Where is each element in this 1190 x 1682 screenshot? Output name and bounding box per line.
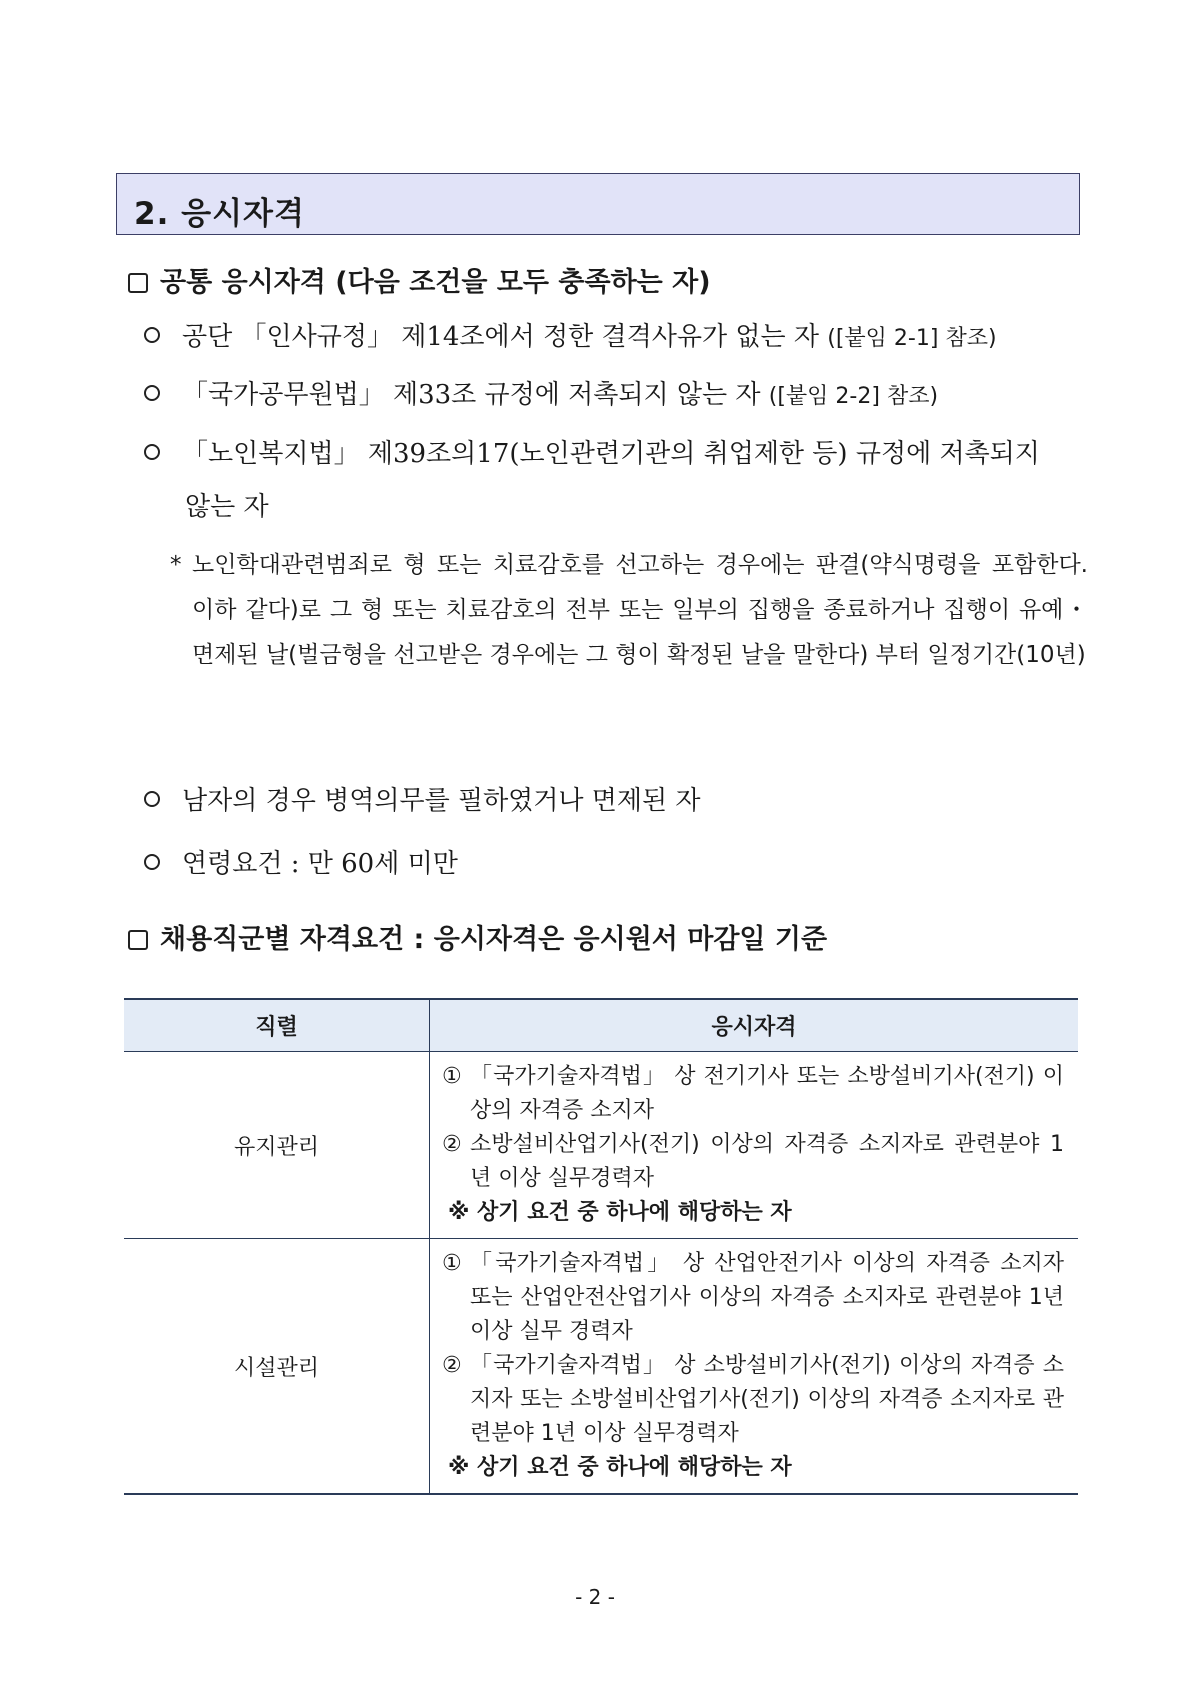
job-cell: 시설관리 <box>124 1239 430 1495</box>
footnote <box>170 543 1088 678</box>
column-header-qualification: 응시자격 <box>430 999 1079 1052</box>
list-item <box>144 374 1084 411</box>
job-cell: 유지관리 <box>124 1052 430 1239</box>
item-number: ① <box>442 1064 462 1089</box>
list-item-text: 「노인복지법」 제39조의17(노인관련기관의 취업제한 등) 규정에 저촉되지 <box>182 439 1040 469</box>
column-header-job: 직렬 <box>124 999 430 1052</box>
list-item-continuation: 않는 자 <box>185 492 269 522</box>
qualification-note: ※ 상기 요건 중 하나에 해당하는 자 <box>448 1200 792 1225</box>
table-header-row <box>124 999 1078 1052</box>
list-item-text: 「국가공무원법」 제33조 규정에 저촉되지 않는 자 <box>182 380 761 410</box>
list-item <box>144 843 1084 880</box>
qualification-note: ※ 상기 요건 중 하나에 해당하는 자 <box>448 1455 792 1480</box>
square-bullet-icon <box>128 273 148 293</box>
footnote-mark: * <box>170 552 182 578</box>
footnote-text: 노인학대관련범죄로 형 또는 치료감호를 선고하는 경우에는 판결(약식명령을 포함한다. 이하 같다)로 그 형 또는 치료감호의 전부 또는 일부의 집행을 종료하거나 집행이 유예・면제된 날(벌금형을 선고받은 경우에는 그 형이 확정된 날을 말한다) 부터 일정기간(10년) <box>192 552 1088 668</box>
group-heading <box>128 917 827 956</box>
item-text: 「국가기술자격법」 상 소방설비기사(전기) 이상의 자격증 소지자 또는 소방설비산업기사(전기) 이상의 자격증 소지자로 관련분야 1년 이상 실무경력자 <box>470 1353 1064 1446</box>
list-item-ref: ([붙임 2-2] 참조) <box>768 384 939 409</box>
item-text: 「국가기술자격법」 상 전기기사 또는 소방설비기사(전기) 이상의 자격증 소지자 <box>470 1064 1064 1123</box>
qualification-item <box>442 1128 1064 1196</box>
list-item-text: 공단 「인사규정」 제14조에서 정한 결격사유가 없는 자 <box>182 322 819 352</box>
item-text: 소방설비산업기사(전기) 이상의 자격증 소지자로 관련분야 1년 이상 실무경력자 <box>470 1132 1064 1191</box>
circle-bullet-icon <box>144 444 160 460</box>
circle-bullet-icon <box>144 327 160 343</box>
qualification-item <box>442 1247 1064 1349</box>
item-number: ① <box>442 1251 462 1276</box>
circle-bullet-icon <box>144 791 160 807</box>
circle-bullet-icon <box>144 385 160 401</box>
item-number: ② <box>442 1353 462 1378</box>
common-heading <box>128 260 711 299</box>
circle-bullet-icon <box>144 854 160 870</box>
page-number: - 2 - <box>575 1585 615 1609</box>
section-title: 2. 응시자격 <box>134 196 305 232</box>
list-item <box>144 780 1084 817</box>
list-item <box>144 433 1084 470</box>
qualification-item <box>442 1349 1064 1451</box>
list-item-text: 연령요건 : 만 60세 미만 <box>182 849 458 879</box>
list-item-text: 남자의 경우 병역의무를 필하였거나 면제된 자 <box>182 786 701 816</box>
item-number: ② <box>442 1132 462 1157</box>
qualification-item <box>442 1060 1064 1128</box>
group-heading-text: 채용직군별 자격요건 : 응시자격은 응시원서 마감일 기준 <box>160 924 828 955</box>
list-item <box>144 316 1084 353</box>
table-row <box>124 1239 1078 1495</box>
qualification-cell <box>430 1052 1079 1239</box>
requirements-table <box>124 998 1078 1495</box>
square-bullet-icon <box>128 930 148 950</box>
table-row <box>124 1052 1078 1239</box>
common-heading-text: 공통 응시자격 (다음 조건을 모두 충족하는 자) <box>160 267 711 298</box>
list-item-ref: ([붙임 2-1] 참조) <box>827 326 997 351</box>
qualification-cell <box>430 1239 1079 1495</box>
item-text: 「국가기술자격법」 상 산업안전기사 이상의 자격증 소지자 또는 산업안전산업기사 이상의 자격증 소지자로 관련분야 1년 이상 실무 경력자 <box>470 1251 1064 1344</box>
